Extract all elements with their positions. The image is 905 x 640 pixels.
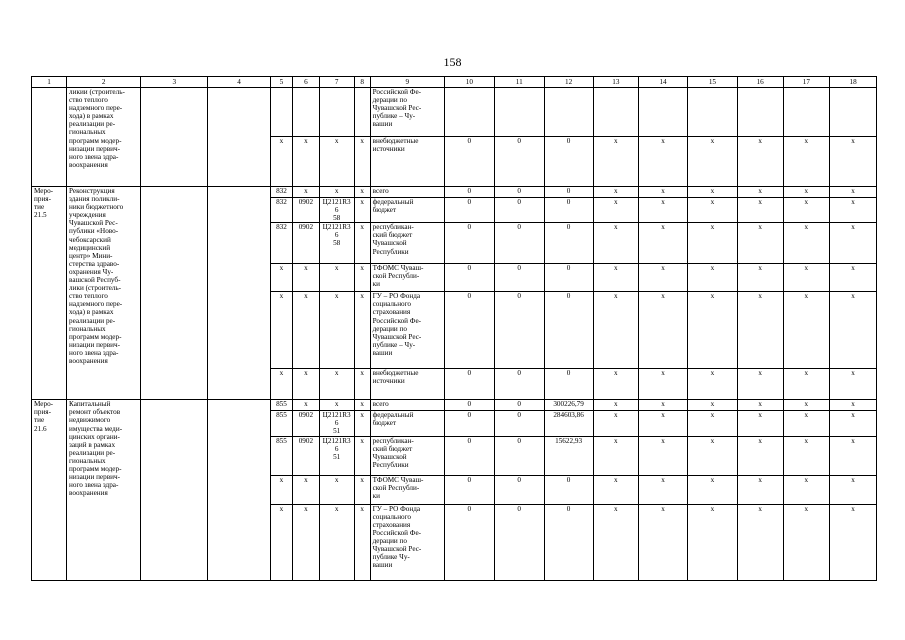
funding-source: республикан- ский бюджет Чувашской Республики bbox=[370, 223, 444, 264]
amount-cell: 0 bbox=[444, 292, 494, 369]
amount-cell: х bbox=[783, 504, 830, 580]
amount-cell: 0 bbox=[494, 436, 544, 475]
funding-source: внебюджетные источники bbox=[370, 369, 444, 400]
budget-code: х bbox=[354, 475, 370, 504]
budget-code bbox=[354, 88, 370, 137]
amount-cell: х bbox=[830, 369, 877, 400]
budget-code: Ц2121R36 58 bbox=[319, 223, 354, 264]
budget-code: х bbox=[354, 187, 370, 198]
amount-cell: х bbox=[593, 292, 639, 369]
amount-cell: х bbox=[687, 504, 737, 580]
budget-code: х bbox=[293, 400, 320, 411]
budget-code: 832 bbox=[270, 223, 292, 264]
empty-cell bbox=[141, 187, 208, 400]
amount-cell: х bbox=[687, 264, 737, 292]
column-header: 2 bbox=[67, 77, 141, 88]
budget-code: Ц2121R36 58 bbox=[319, 198, 354, 223]
amount-cell: 0 bbox=[444, 411, 494, 436]
amount-cell: х bbox=[687, 369, 737, 400]
budget-code: х bbox=[293, 137, 320, 187]
budget-code: х bbox=[354, 137, 370, 187]
measure-description: Капитальный ремонт объектов недвижимого имущества меди- цинских органи- заций в рамках реализации ре- гиональных программ модер- низации первич- ного звена здра- воохранения bbox=[67, 400, 141, 580]
page-number: 158 bbox=[443, 55, 462, 69]
amount-cell: х bbox=[593, 400, 639, 411]
amount-cell: х bbox=[687, 223, 737, 264]
budget-code: х bbox=[319, 292, 354, 369]
amount-cell: х bbox=[639, 292, 688, 369]
measure-label bbox=[32, 88, 67, 187]
funding-source: ГУ – РО Фонда социального страхования Российской Фе- дерации по Чувашской Рес- публике – Чу- вашии bbox=[370, 292, 444, 369]
amount-cell: 0 bbox=[444, 436, 494, 475]
amount-cell: 284603,86 bbox=[544, 411, 593, 436]
amount-cell: х bbox=[737, 475, 783, 504]
amount-cell: 0 bbox=[544, 223, 593, 264]
amount-cell bbox=[830, 88, 877, 137]
column-header: 7 bbox=[319, 77, 354, 88]
budget-code: х bbox=[270, 292, 292, 369]
budget-code: х bbox=[293, 475, 320, 504]
budget-code: х bbox=[270, 475, 292, 504]
column-header: 10 bbox=[444, 77, 494, 88]
budget-code: х bbox=[354, 198, 370, 223]
budget-code bbox=[319, 88, 354, 137]
funding-source: ГУ – РО Фонда социального страхования Российской Фе- дерации по Чувашской Рес- публике Чу- вашии bbox=[370, 504, 444, 580]
budget-code: х bbox=[293, 504, 320, 580]
amount-cell: х bbox=[687, 292, 737, 369]
budget-code: х bbox=[319, 137, 354, 187]
budget-code: 0902 bbox=[293, 198, 320, 223]
amount-cell: х bbox=[783, 292, 830, 369]
budget-code bbox=[293, 88, 320, 137]
amount-cell: х bbox=[593, 411, 639, 436]
amount-cell: х bbox=[737, 411, 783, 436]
budget-code: х bbox=[354, 504, 370, 580]
amount-cell: х bbox=[830, 475, 877, 504]
empty-cell bbox=[208, 187, 271, 400]
column-header: 16 bbox=[737, 77, 783, 88]
amount-cell: х bbox=[783, 137, 830, 187]
amount-cell: х bbox=[639, 198, 688, 223]
amount-cell: х bbox=[737, 369, 783, 400]
budget-code: х bbox=[319, 475, 354, 504]
column-header: 4 bbox=[208, 77, 271, 88]
table-row bbox=[32, 187, 877, 198]
amount-cell: 0 bbox=[494, 187, 544, 198]
amount-cell: х bbox=[687, 198, 737, 223]
amount-cell: 0 bbox=[494, 223, 544, 264]
amount-cell: х bbox=[639, 137, 688, 187]
budget-code: 832 bbox=[270, 198, 292, 223]
amount-cell: 0 bbox=[494, 264, 544, 292]
amount-cell: х bbox=[593, 264, 639, 292]
column-header: 17 bbox=[783, 77, 830, 88]
budget-code: х bbox=[270, 504, 292, 580]
budget-table bbox=[31, 76, 877, 581]
measure-description: ликии (строитель- ство теплого надземного пере- хода) в рамках реализации ре- гиональных программ модер- низации первич- ного звена здра- воохранения bbox=[67, 88, 141, 187]
empty-cell bbox=[141, 400, 208, 580]
amount-cell bbox=[544, 88, 593, 137]
amount-cell: 0 bbox=[494, 504, 544, 580]
amount-cell: х bbox=[783, 369, 830, 400]
column-header: 12 bbox=[544, 77, 593, 88]
budget-code: 0902 bbox=[293, 436, 320, 475]
budget-code: 0902 bbox=[293, 411, 320, 436]
budget-code: х bbox=[270, 137, 292, 187]
amount-cell bbox=[783, 88, 830, 137]
budget-code: х bbox=[319, 264, 354, 292]
column-header: 5 bbox=[270, 77, 292, 88]
funding-source: ТФОМС Чуваш- ской Республи- ки bbox=[370, 475, 444, 504]
amount-cell: 0 bbox=[494, 475, 544, 504]
amount-cell: х bbox=[593, 369, 639, 400]
column-header: 11 bbox=[494, 77, 544, 88]
amount-cell: х bbox=[687, 411, 737, 436]
table-row bbox=[32, 88, 877, 137]
funding-source: всего bbox=[370, 187, 444, 198]
amount-cell: х bbox=[737, 264, 783, 292]
amount-cell: 0 bbox=[494, 292, 544, 369]
amount-cell: х bbox=[639, 264, 688, 292]
amount-cell: х bbox=[737, 504, 783, 580]
amount-cell: х bbox=[593, 187, 639, 198]
amount-cell: х bbox=[830, 436, 877, 475]
budget-code: х bbox=[270, 369, 292, 400]
amount-cell: 0 bbox=[444, 264, 494, 292]
budget-code bbox=[270, 88, 292, 137]
amount-cell: х bbox=[593, 198, 639, 223]
column-header: 13 bbox=[593, 77, 639, 88]
amount-cell: 300226,79 bbox=[544, 400, 593, 411]
budget-code: х bbox=[354, 264, 370, 292]
amount-cell: 0 bbox=[444, 187, 494, 198]
budget-code: х bbox=[293, 264, 320, 292]
amount-cell: х bbox=[783, 400, 830, 411]
amount-cell: х bbox=[687, 475, 737, 504]
amount-cell: х bbox=[593, 223, 639, 264]
funding-source: Российской Фе- дерации по Чувашской Рес- публике – Чу- вашии bbox=[370, 88, 444, 137]
amount-cell: х bbox=[687, 436, 737, 475]
amount-cell: 0 bbox=[544, 264, 593, 292]
amount-cell: х bbox=[737, 400, 783, 411]
budget-code: х bbox=[319, 504, 354, 580]
funding-source: федеральный бюджет bbox=[370, 198, 444, 223]
amount-cell: х bbox=[783, 264, 830, 292]
budget-code: 855 bbox=[270, 436, 292, 475]
budget-code: 832 bbox=[270, 187, 292, 198]
amount-cell: х bbox=[737, 223, 783, 264]
amount-cell: 0 bbox=[494, 198, 544, 223]
budget-code: х bbox=[293, 187, 320, 198]
budget-code: х bbox=[354, 369, 370, 400]
amount-cell: х bbox=[737, 198, 783, 223]
funding-source: республикан- ский бюджет Чувашской Республики bbox=[370, 436, 444, 475]
amount-cell: х bbox=[737, 292, 783, 369]
amount-cell: 0 bbox=[444, 369, 494, 400]
amount-cell: 0 bbox=[544, 187, 593, 198]
budget-code: х bbox=[293, 369, 320, 400]
amount-cell bbox=[687, 88, 737, 137]
column-header: 8 bbox=[354, 77, 370, 88]
amount-cell: 0 bbox=[444, 137, 494, 187]
amount-cell: х bbox=[639, 400, 688, 411]
amount-cell: х bbox=[737, 187, 783, 198]
funding-source: внебюджетные источники bbox=[370, 137, 444, 187]
funding-source: всего bbox=[370, 400, 444, 411]
amount-cell: х bbox=[783, 475, 830, 504]
budget-code: Ц2121R36 51 bbox=[319, 411, 354, 436]
budget-code: х bbox=[354, 411, 370, 436]
measure-label: Меро- прия- тие 21.6 bbox=[32, 400, 67, 580]
empty-cell bbox=[141, 88, 208, 187]
budget-code: х bbox=[293, 292, 320, 369]
amount-cell: 0 bbox=[444, 504, 494, 580]
amount-cell: х bbox=[639, 411, 688, 436]
amount-cell: х bbox=[830, 504, 877, 580]
amount-cell: х bbox=[737, 137, 783, 187]
amount-cell: 0 bbox=[494, 400, 544, 411]
amount-cell: х bbox=[639, 187, 688, 198]
budget-code: х bbox=[319, 187, 354, 198]
amount-cell: 0 bbox=[544, 475, 593, 504]
budget-code: х bbox=[354, 292, 370, 369]
amount-cell: 15622,93 bbox=[544, 436, 593, 475]
amount-cell: х bbox=[830, 264, 877, 292]
amount-cell: 0 bbox=[494, 369, 544, 400]
amount-cell: х bbox=[830, 223, 877, 264]
amount-cell: 0 bbox=[544, 198, 593, 223]
amount-cell: х bbox=[783, 223, 830, 264]
column-header: 14 bbox=[639, 77, 688, 88]
amount-cell: х bbox=[830, 411, 877, 436]
amount-cell: 0 bbox=[544, 292, 593, 369]
budget-code: х bbox=[354, 400, 370, 411]
column-header: 15 bbox=[687, 77, 737, 88]
amount-cell: х bbox=[593, 137, 639, 187]
column-header: 3 bbox=[141, 77, 208, 88]
column-number-row bbox=[32, 77, 877, 88]
amount-cell: х bbox=[639, 369, 688, 400]
amount-cell: х bbox=[783, 187, 830, 198]
measure-label: Меро- прия- тие 21.5 bbox=[32, 187, 67, 400]
amount-cell: 0 bbox=[444, 400, 494, 411]
amount-cell: х bbox=[737, 436, 783, 475]
amount-cell bbox=[494, 88, 544, 137]
amount-cell: 0 bbox=[494, 411, 544, 436]
amount-cell: 0 bbox=[494, 137, 544, 187]
budget-code: 0902 bbox=[293, 223, 320, 264]
amount-cell: х bbox=[593, 436, 639, 475]
amount-cell: х bbox=[783, 436, 830, 475]
amount-cell: х bbox=[830, 292, 877, 369]
amount-cell: х bbox=[830, 198, 877, 223]
empty-cell bbox=[208, 88, 271, 187]
empty-cell bbox=[208, 400, 271, 580]
budget-code: 855 bbox=[270, 411, 292, 436]
amount-cell: х bbox=[783, 411, 830, 436]
budget-code: х bbox=[319, 369, 354, 400]
table-row bbox=[32, 400, 877, 411]
amount-cell: х bbox=[783, 198, 830, 223]
amount-cell: х bbox=[639, 436, 688, 475]
amount-cell: 0 bbox=[544, 137, 593, 187]
column-header: 9 bbox=[370, 77, 444, 88]
amount-cell: 0 bbox=[444, 475, 494, 504]
amount-cell: х bbox=[830, 187, 877, 198]
amount-cell: х bbox=[593, 475, 639, 504]
amount-cell bbox=[737, 88, 783, 137]
column-header: 6 bbox=[293, 77, 320, 88]
amount-cell: х bbox=[687, 400, 737, 411]
budget-code: х bbox=[319, 400, 354, 411]
budget-code: х bbox=[354, 436, 370, 475]
amount-cell bbox=[639, 88, 688, 137]
amount-cell: 0 bbox=[444, 198, 494, 223]
budget-code: Ц2121R36 51 bbox=[319, 436, 354, 475]
amount-cell: х bbox=[830, 137, 877, 187]
amount-cell: 0 bbox=[544, 369, 593, 400]
measure-description: Реконструкция здания поликли- ники бюджетного учреждения Чувашской Рес- публики «Ново- чебоксарский медицинский центр» Мини- стерства здраво- охранения Чу- вашской Респуб- лики (строитель- ство теплого надземного пере- хода) в рамках реализации ре- гиональных программ модер- низации первич- ного звена здра- воохранения bbox=[67, 187, 141, 400]
funding-source: федеральный бюджет bbox=[370, 411, 444, 436]
amount-cell bbox=[593, 88, 639, 137]
budget-code: 855 bbox=[270, 400, 292, 411]
amount-cell bbox=[444, 88, 494, 137]
amount-cell: х bbox=[593, 504, 639, 580]
amount-cell: х bbox=[830, 400, 877, 411]
column-header: 1 bbox=[32, 77, 67, 88]
budget-code: х bbox=[270, 264, 292, 292]
funding-source: ТФОМС Чуваш- ской Республи- ки bbox=[370, 264, 444, 292]
amount-cell: х bbox=[687, 137, 737, 187]
column-header: 18 bbox=[830, 77, 877, 88]
amount-cell: х bbox=[639, 504, 688, 580]
amount-cell: х bbox=[639, 475, 688, 504]
amount-cell: 0 bbox=[544, 504, 593, 580]
amount-cell: х bbox=[639, 223, 688, 264]
budget-code: х bbox=[354, 223, 370, 264]
amount-cell: х bbox=[687, 187, 737, 198]
amount-cell: 0 bbox=[444, 223, 494, 264]
